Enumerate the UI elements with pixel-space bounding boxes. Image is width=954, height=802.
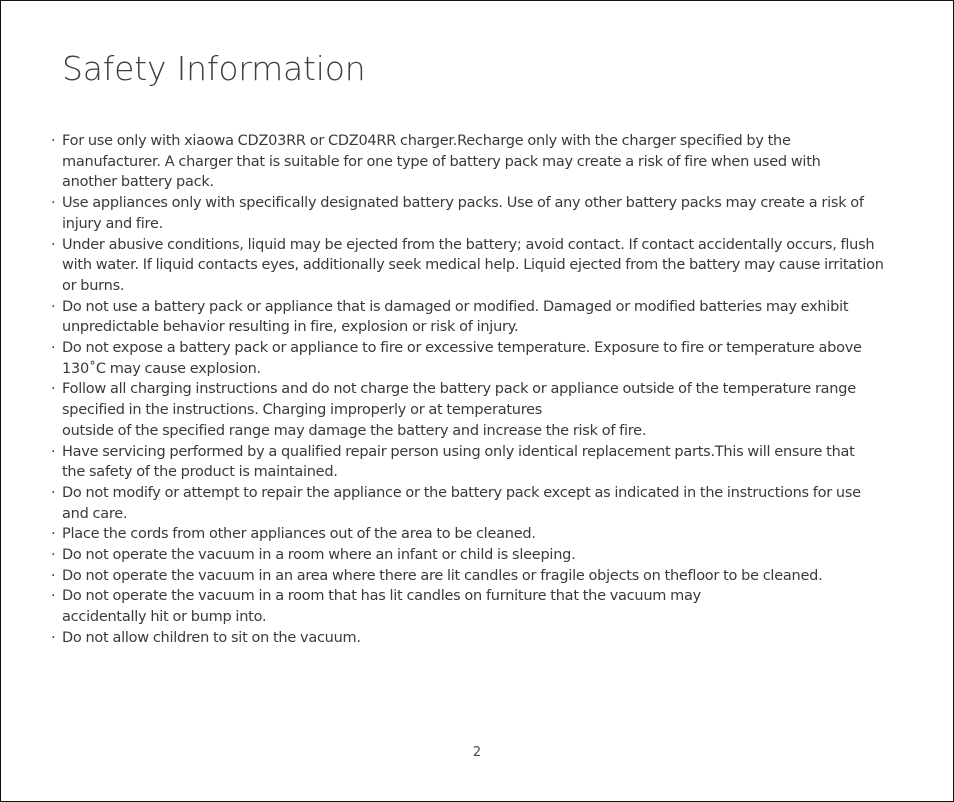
list-item-text-line: Do not operate the vacuum in an area where there are lit candles or fragile objects on thefloor to be cleaned. [62, 567, 823, 584]
list-item-text-line: 130˚C may cause explosion. [62, 360, 261, 377]
bullet-mark: · [51, 484, 56, 501]
list-item-text-line: Do not expose a battery pack or appliance to fire or excessive temperature. Exposure to fire or temperature above [62, 340, 862, 357]
list-item-text-line: For use only with xiaowa CDZ03RR or CDZ04RR charger.Recharge only with the charger specified by the [62, 133, 791, 149]
list-item-text-line: another battery pack. [62, 174, 214, 191]
bullet-mark: · [51, 340, 56, 357]
list-item-text-line: Under abusive conditions, liquid may be ejected from the battery; avoid contact. If contact accidentally occurs, flush [62, 236, 875, 253]
bullet-mark: · [51, 629, 56, 646]
list-item [51, 483, 899, 524]
list-item-text-line: the safety of the product is maintained. [62, 464, 338, 481]
list-item [51, 338, 899, 379]
bullet-mark: · [51, 195, 56, 212]
list-item [51, 235, 899, 297]
bullet-mark: · [51, 526, 56, 543]
list-item [51, 193, 899, 234]
list-item [51, 524, 899, 545]
list-item [51, 379, 899, 441]
bullet-mark: · [51, 133, 56, 149]
safety-list [51, 131, 899, 649]
page-title: Safety Information [62, 49, 366, 88]
list-item-text-line: Follow all charging instructions and do not charge the battery pack or appliance outside of the temperature range [62, 381, 856, 398]
list-item-text-line: injury and fire. [62, 215, 163, 232]
list-item-text-line: unpredictable behavior resulting in fire, explosion or risk of injury. [62, 319, 519, 336]
list-item-text-line: Have servicing performed by a qualified repair person using only identical replacement parts.This will ensure that [62, 443, 855, 460]
list-item-text-line: and care. [62, 505, 128, 522]
bullet-mark: · [51, 381, 56, 398]
list-item [51, 628, 899, 649]
list-item-text-line: specified in the instructions. Charging improperly or at temperatures [62, 402, 543, 419]
list-item [51, 566, 899, 587]
list-item [51, 297, 899, 338]
list-item-text-line: outside of the specified range may damage the battery and increase the risk of fire. [62, 422, 647, 439]
list-item [51, 545, 899, 566]
list-item [51, 131, 899, 193]
list-item [51, 586, 899, 627]
bullet-mark: · [51, 547, 56, 564]
bullet-mark: · [51, 443, 56, 460]
list-item-text-line: Do not operate the vacuum in a room where an infant or child is sleeping. [62, 547, 576, 564]
list-item-text-line: Use appliances only with specifically designated battery packs. Use of any other battery packs may create a risk of [62, 195, 864, 212]
list-item-text-line: with water. If liquid contacts eyes, additionally seek medical help. Liquid ejected from the battery may cause irritation [62, 257, 884, 274]
list-item-text-line: Do not modify or attempt to repair the appliance or the battery pack except as indicated in the instructions for use [62, 484, 861, 501]
list-item-text-line: Do not allow children to sit on the vacuum. [62, 629, 361, 646]
page-number: 2 [472, 745, 482, 760]
list-item-text-line: Do not operate the vacuum in a room that has lit candles on furniture that the vacuum may [62, 588, 701, 605]
bullet-mark: · [51, 588, 56, 605]
bullet-mark: · [51, 298, 56, 315]
bullet-mark: · [51, 236, 56, 253]
bullet-mark: · [51, 567, 56, 584]
list-item-text-line: Place the cords from other appliances out of the area to be cleaned. [62, 526, 536, 543]
list-item-text-line: manufacturer. A charger that is suitable for one type of battery pack may create a risk of fire when used with [62, 153, 821, 170]
list-item-text-line: or burns. [62, 277, 125, 294]
list-item-text-line: accidentally hit or bump into. [62, 609, 267, 626]
list-item [51, 442, 899, 483]
list-item-text-line: Do not use a battery pack or appliance that is damaged or modified. Damaged or modified batteries may exhibit [62, 298, 849, 315]
